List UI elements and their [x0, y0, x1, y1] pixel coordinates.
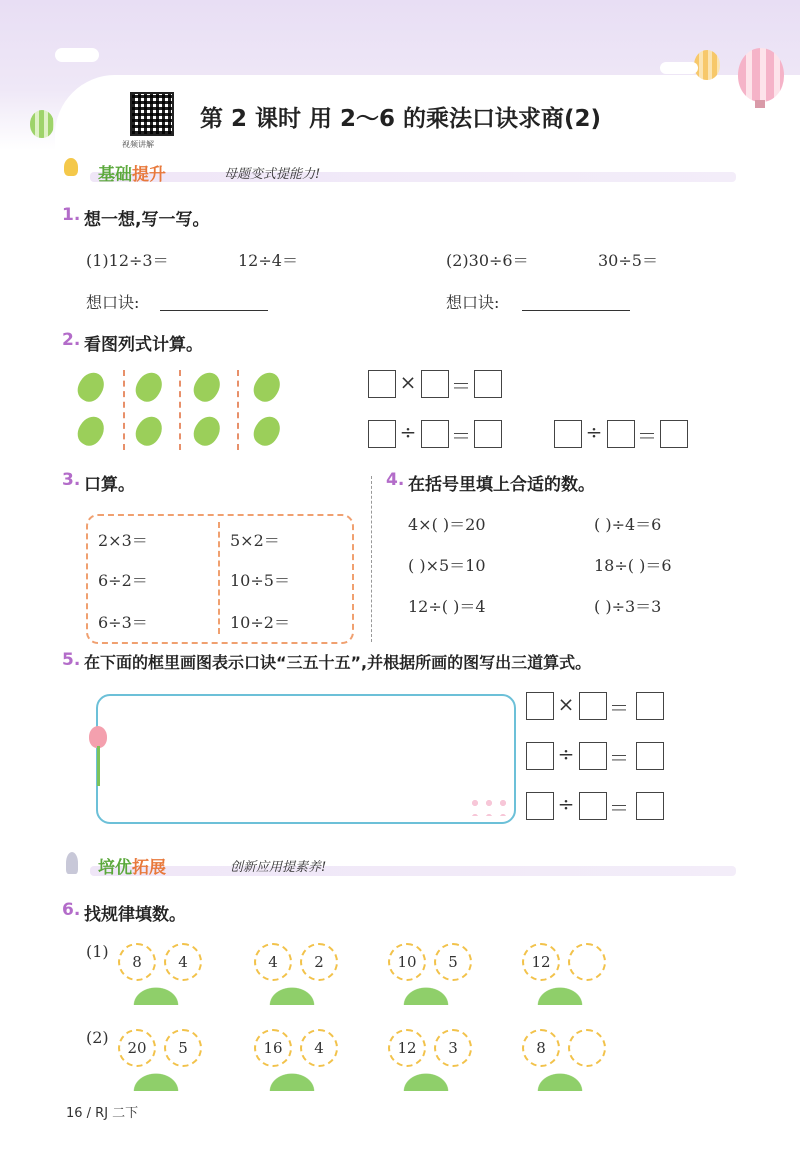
- number-circle: 20: [118, 1029, 156, 1067]
- grass-icon: [128, 1069, 184, 1091]
- number-circle: 16: [254, 1029, 292, 1067]
- bamboo-shoot-icon: [131, 412, 167, 450]
- answer-box[interactable]: [421, 370, 449, 398]
- oral-calc-item: 5×2＝: [230, 531, 280, 550]
- grass-icon: [264, 983, 320, 1005]
- times-sign: ×: [399, 370, 417, 394]
- answer-box[interactable]: [368, 420, 396, 448]
- question-number: 1.: [62, 205, 81, 225]
- number-circle: 4: [164, 943, 202, 981]
- rocket-icon: [66, 852, 78, 874]
- fill-item[interactable]: 4×( )＝20: [408, 515, 486, 534]
- divide-sign: ÷: [585, 420, 603, 444]
- equals-sign: ＝: [609, 746, 629, 770]
- answer-box[interactable]: [660, 420, 688, 448]
- number-circle: 12: [388, 1029, 426, 1067]
- answer-box[interactable]: [636, 692, 664, 720]
- equals-sign: ＝: [609, 796, 629, 820]
- section-title-part1: 培优: [98, 858, 132, 878]
- answer-box[interactable]: [474, 420, 502, 448]
- expression: (2)30÷6＝: [446, 251, 529, 270]
- section-bar: [90, 172, 736, 182]
- bamboo-shoot-picture: [75, 370, 290, 450]
- number-circle: 5: [434, 943, 472, 981]
- qr-code[interactable]: [130, 92, 174, 136]
- number-circle: 8: [118, 943, 156, 981]
- number-circle: 8: [522, 1029, 560, 1067]
- grass-icon: [398, 1069, 454, 1091]
- number-circle: 4: [300, 1029, 338, 1067]
- grass-icon: [264, 1069, 320, 1091]
- equals-sign: ＝: [451, 374, 471, 398]
- bamboo-shoot-icon: [249, 368, 285, 406]
- cloud-icon: [660, 62, 698, 74]
- expression: (1)12÷3＝: [86, 251, 169, 270]
- section-title: [98, 160, 166, 185]
- question-number: 4.: [386, 470, 405, 490]
- section-bar: [90, 866, 736, 876]
- answer-line[interactable]: [160, 310, 268, 311]
- grass-icon: [532, 1069, 588, 1091]
- answer-box[interactable]: [579, 692, 607, 720]
- cloud-icon: [55, 48, 99, 62]
- number-circle: 5: [164, 1029, 202, 1067]
- number-circle: 4: [254, 943, 292, 981]
- section-subtitle: 创新应用提素养!: [230, 860, 327, 875]
- question-text: 口算。: [84, 475, 135, 495]
- pattern-group: [522, 943, 612, 1007]
- flower-decoration-icon: [468, 796, 508, 816]
- pattern-group: [254, 943, 344, 1007]
- drawing-area[interactable]: [96, 694, 516, 824]
- times-sign: ×: [557, 692, 575, 716]
- answer-box[interactable]: [636, 742, 664, 770]
- divider: [237, 370, 239, 450]
- divider: [218, 522, 220, 634]
- divide-sign: ÷: [557, 792, 575, 816]
- hint-label: 想口诀:: [86, 293, 140, 312]
- pattern-group: [254, 1029, 344, 1093]
- divide-sign: ÷: [557, 742, 575, 766]
- answer-box[interactable]: [607, 420, 635, 448]
- bamboo-shoot-icon: [249, 412, 285, 450]
- pattern-group: [118, 1029, 208, 1093]
- question-number: 5.: [62, 650, 81, 670]
- pattern-group: [388, 1029, 478, 1093]
- answer-box[interactable]: [421, 420, 449, 448]
- pattern-group: [118, 943, 208, 1007]
- grass-icon: [398, 983, 454, 1005]
- answer-box[interactable]: [579, 792, 607, 820]
- pattern-group: [388, 943, 478, 1007]
- grass-icon: [128, 983, 184, 1005]
- question-text: 在括号里填上合适的数。: [408, 475, 595, 495]
- divider: [371, 476, 372, 642]
- fill-item[interactable]: 12÷( )＝4: [408, 597, 486, 616]
- oral-calc-item: 10÷5＝: [230, 571, 290, 590]
- answer-circle[interactable]: [568, 1029, 606, 1067]
- equals-sign: ＝: [637, 424, 657, 448]
- number-circle: 10: [388, 943, 426, 981]
- balloon-icon: [738, 48, 784, 102]
- tulip-icon: [89, 726, 107, 748]
- question-text: 在下面的框里画图表示口诀“三五十五”,并根据所画的图写出三道算式。: [84, 653, 592, 672]
- expression: 30÷5＝: [598, 251, 658, 270]
- bamboo-shoot-icon: [131, 368, 167, 406]
- question-text: 想一想,写一写。: [84, 210, 210, 230]
- answer-box[interactable]: [526, 742, 554, 770]
- answer-box[interactable]: [368, 370, 396, 398]
- section-title-part2: 拓展: [132, 858, 166, 878]
- equals-sign: ＝: [451, 424, 471, 448]
- number-circle: 3: [434, 1029, 472, 1067]
- section-subtitle: 母题变式提能力!: [224, 167, 321, 182]
- bamboo-shoot-icon: [73, 368, 109, 406]
- balloon-basket-icon: [755, 100, 765, 108]
- equals-sign: ＝: [609, 696, 629, 720]
- fill-item[interactable]: ( )÷4＝6: [594, 515, 662, 534]
- divider: [123, 370, 125, 450]
- expression: 12÷4＝: [238, 251, 298, 270]
- fill-item[interactable]: ( )×5＝10: [408, 556, 486, 575]
- question-number: 6.: [62, 900, 81, 920]
- tulip-stem: [97, 746, 100, 786]
- number-circle: 2: [300, 943, 338, 981]
- question-text: 看图列式计算。: [84, 335, 203, 355]
- page-number: 16 / RJ 二下: [66, 1106, 139, 1121]
- section-title-part2: 提升: [132, 165, 166, 185]
- hint-label: 想口诀:: [446, 293, 500, 312]
- qr-caption: 视频讲解: [122, 140, 154, 149]
- bamboo-shoot-icon: [189, 368, 225, 406]
- bamboo-shoot-icon: [73, 412, 109, 450]
- answer-box[interactable]: [526, 792, 554, 820]
- answer-box[interactable]: [636, 792, 664, 820]
- oral-calc-item: 10÷2＝: [230, 613, 290, 632]
- row-label: (1): [86, 942, 109, 961]
- answer-box[interactable]: [579, 742, 607, 770]
- answer-box[interactable]: [474, 370, 502, 398]
- lightbulb-icon: [64, 158, 78, 176]
- divider: [179, 370, 181, 450]
- pattern-group: [522, 1029, 612, 1093]
- answer-box[interactable]: [526, 692, 554, 720]
- answer-circle[interactable]: [568, 943, 606, 981]
- oral-calc-item: 6÷3＝: [98, 613, 148, 632]
- bamboo-shoot-icon: [189, 412, 225, 450]
- balloon-icon: [30, 110, 54, 138]
- oral-calc-item: 6÷2＝: [98, 571, 148, 590]
- fill-item[interactable]: 18÷( )＝6: [594, 556, 672, 575]
- balloon-icon: [694, 50, 720, 80]
- question-number: 2.: [62, 330, 81, 350]
- number-circle: 12: [522, 943, 560, 981]
- section-title: [98, 853, 166, 878]
- question-text: 找规律填数。: [84, 905, 186, 925]
- section-title-part1: 基础: [98, 165, 132, 185]
- oral-calc-item: 2×3＝: [98, 531, 148, 550]
- answer-line[interactable]: [522, 310, 630, 311]
- grass-icon: [532, 983, 588, 1005]
- fill-item[interactable]: ( )÷3＝3: [594, 597, 662, 616]
- question-number: 3.: [62, 470, 81, 490]
- answer-box[interactable]: [554, 420, 582, 448]
- divide-sign: ÷: [399, 420, 417, 444]
- row-label: (2): [86, 1028, 109, 1047]
- page-title: 第 2 课时 用 2～6 的乘法口诀求商(2): [200, 106, 602, 132]
